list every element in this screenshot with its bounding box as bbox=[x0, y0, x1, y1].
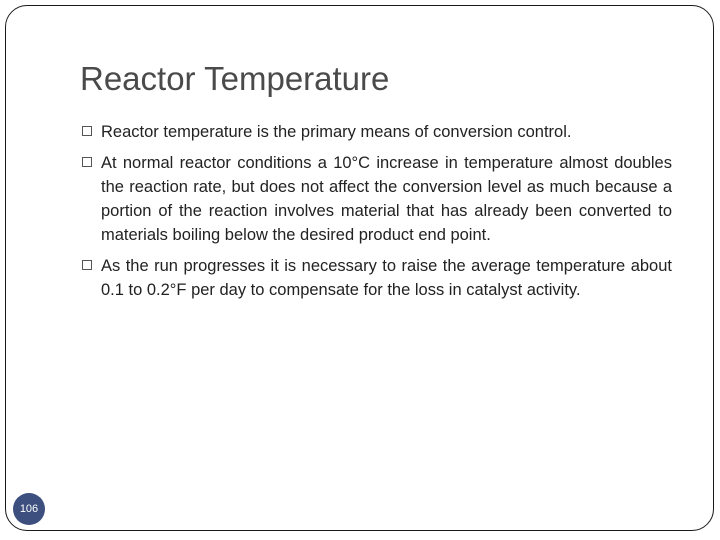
slide-title: Reactor Temperature bbox=[80, 60, 390, 97]
square-bullet-icon bbox=[82, 126, 92, 136]
bullet-list bbox=[80, 120, 672, 309]
bullet-text: As the run progresses it is necessary to raise the average temperature about 0.1 to 0.2°F per day to compensate for the loss in catalyst activity. bbox=[101, 257, 672, 299]
page-number-badge: 106 bbox=[13, 493, 45, 525]
bullet-item bbox=[80, 151, 672, 247]
bullet-item bbox=[80, 254, 672, 302]
bullet-text: Reactor temperature is the primary means of conversion control. bbox=[101, 123, 572, 141]
square-bullet-icon bbox=[82, 260, 92, 270]
square-bullet-icon bbox=[82, 157, 92, 167]
bullet-text: At normal reactor conditions a 10°C increase in temperature almost doubles the reaction rate, but does not affect the conversion level as much because a portion of the reaction involves material that has already been converted to materials boiling below the desired product end point. bbox=[101, 154, 672, 244]
bullet-item bbox=[80, 120, 672, 144]
